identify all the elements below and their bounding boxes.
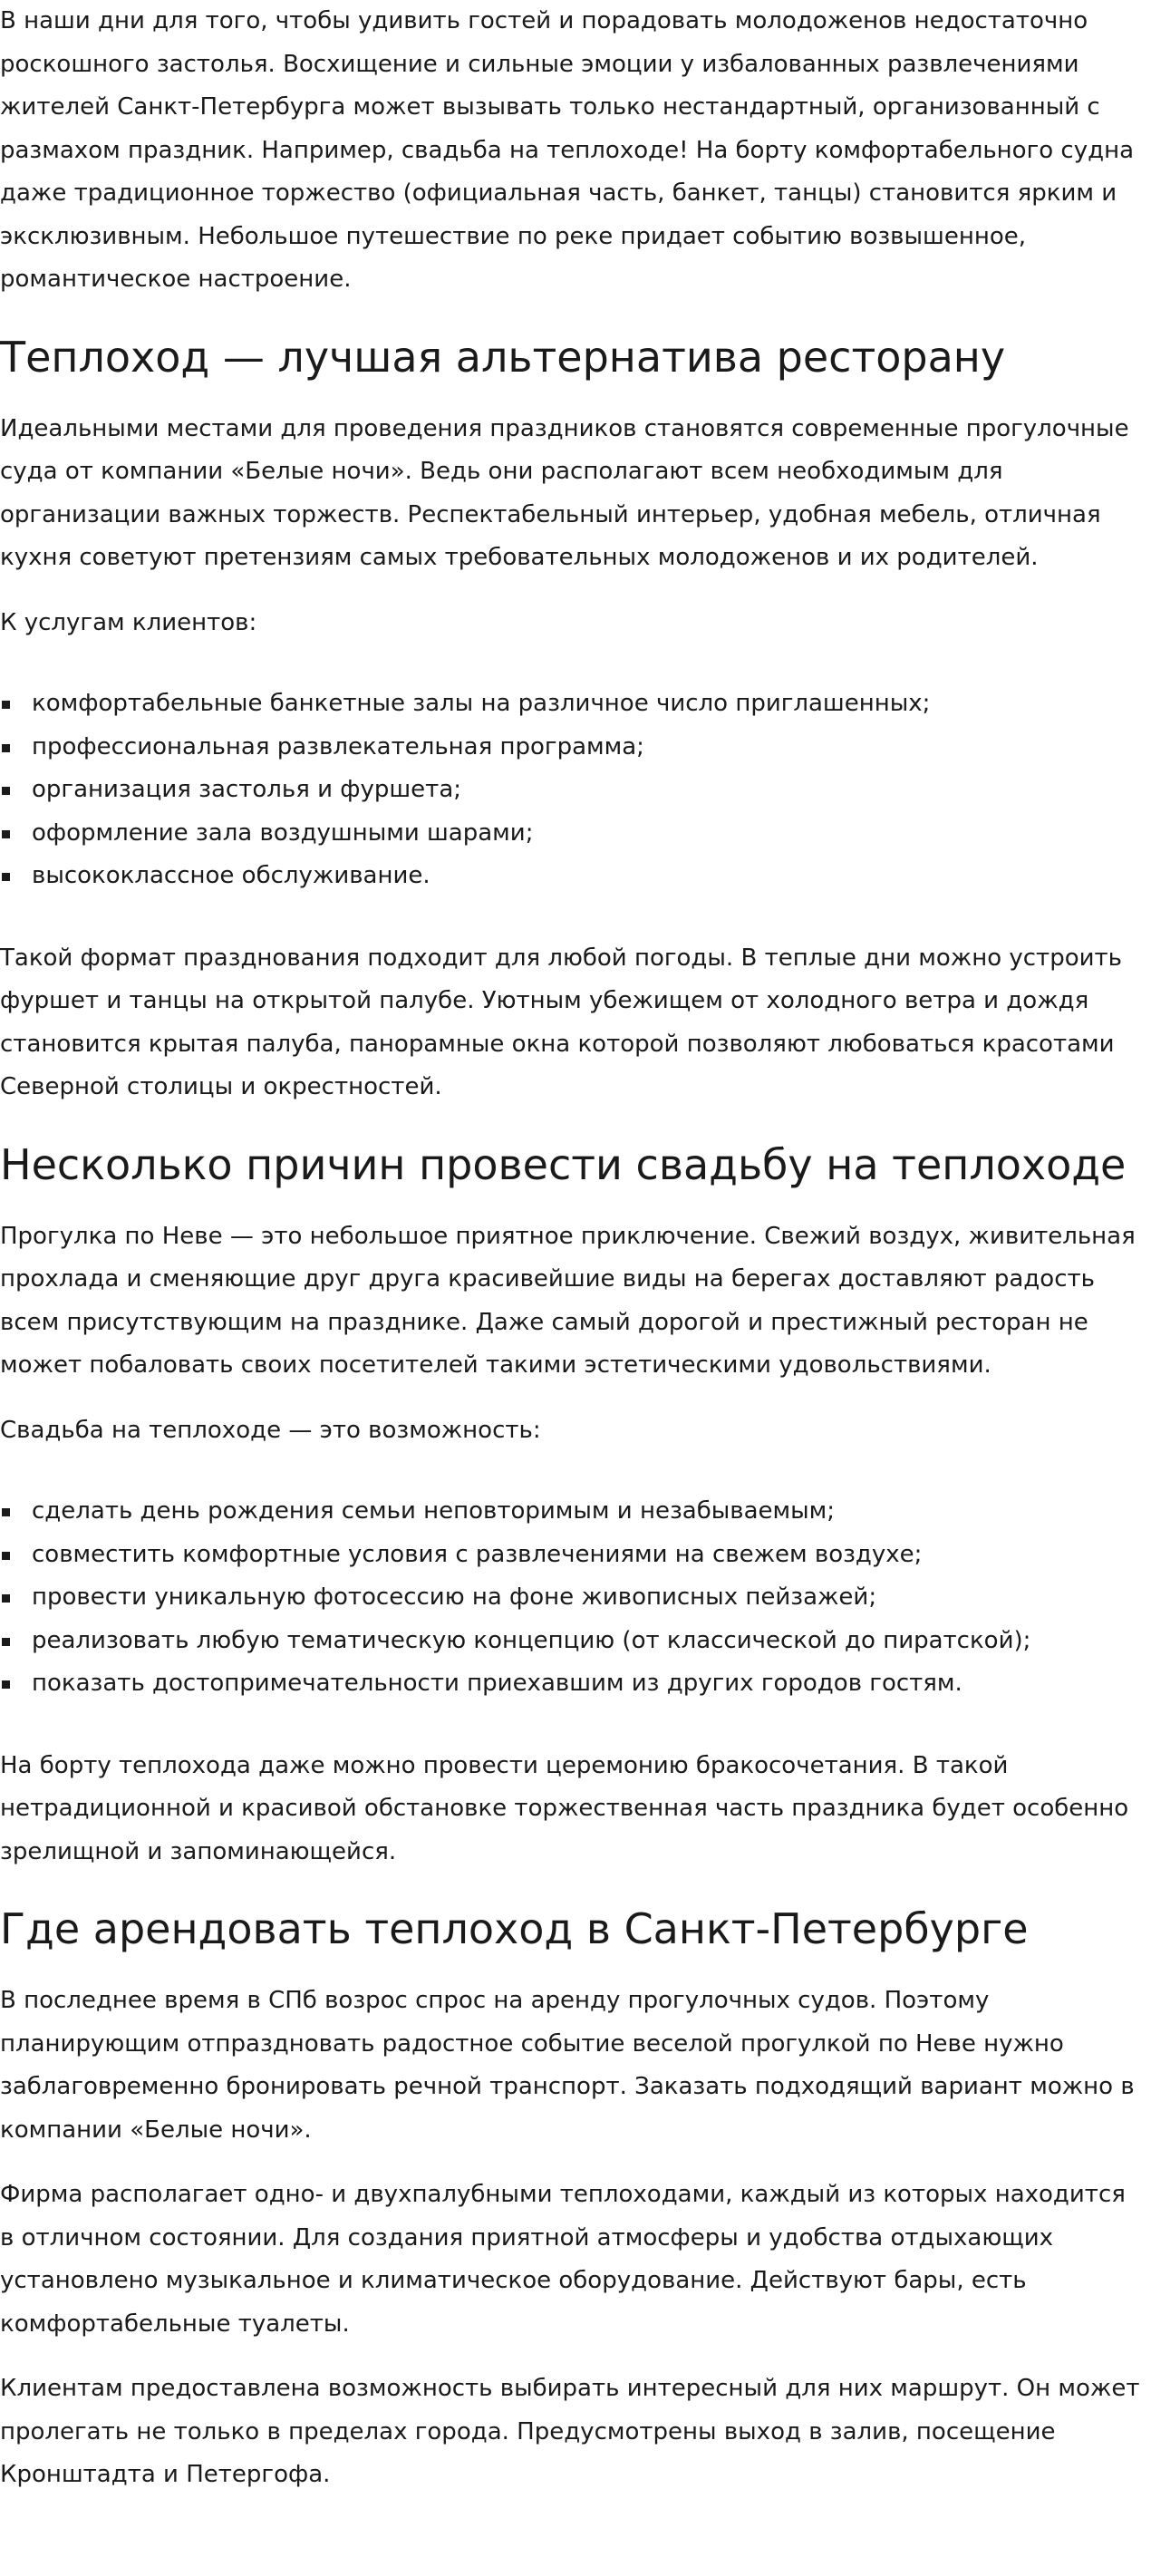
list-item-text: комфортабельные банкетные залы на различное число приглашенных; xyxy=(32,690,931,717)
section-heading-reasons: Несколько причин провести свадьбу на теплоходе xyxy=(0,1139,1127,1189)
list-item-text: реализовать любую тематическую концепцию (от классической до пиратской); xyxy=(32,1626,1031,1654)
list-item xyxy=(0,855,1144,898)
bullet-square-icon xyxy=(2,1552,10,1560)
list-item xyxy=(0,769,1144,812)
list-item xyxy=(0,1576,1144,1620)
bullet-square-icon xyxy=(2,873,10,881)
list-item-text: профессиональная развлекательная программа; xyxy=(32,732,644,760)
list-item-text: сделать день рождения семьи неповторимым и незабываемым; xyxy=(32,1497,836,1525)
list-item xyxy=(0,812,1144,856)
list-item-text: провести уникальную фотосессию на фоне живописных пейзажей; xyxy=(32,1583,877,1611)
bullet-square-icon xyxy=(2,701,10,709)
section-heading-where-to-rent: Где арендовать теплоход в Санкт-Петербурге xyxy=(0,1904,1029,1953)
section1-paragraph: Идеальными местами для проведения праздников становятся современные прогулочные суда от компании «Белые ночи». Ведь они располагают всем необходимым для организации важных торжеств. Респектабельный интерьер, удобная мебель, отличная кухня советуют претензиям самых требовательных молодоженов и их родителей. xyxy=(0,414,1129,571)
services-list xyxy=(0,683,1144,898)
section2-list-intro: Свадьба на теплоходе — это возможность: xyxy=(0,1416,541,1444)
list-item-text: высококлассное обслуживание. xyxy=(32,862,430,889)
section1-list-intro: К услугам клиентов: xyxy=(0,608,257,636)
section2-ceremony-paragraph: На борту теплохода даже можно провести церемонию бракосочетания. В такой нетрадиционной и красивой обстановке торжественная часть праздника будет особенно зрелищной и запоминающейся. xyxy=(0,1751,1129,1865)
list-item-text: организация застолья и фуршета; xyxy=(32,776,462,803)
list-item xyxy=(0,1490,1144,1534)
bullet-square-icon xyxy=(2,787,10,795)
bullet-square-icon xyxy=(2,1680,10,1689)
list-item xyxy=(0,683,1144,726)
section3-fleet-paragraph: Фирма располагает одно- и двухпалубными теплоходами, каждый из которых находится в отличном состоянии. Для создания приятной атмосферы и удобства отдыхающих установлено музыкальное и климатическое оборудование. Действуют бары, есть комфортабельные туалеты. xyxy=(0,2181,1126,2338)
bullet-square-icon xyxy=(2,744,10,752)
list-item-text: оформление зала воздушными шарами; xyxy=(32,818,534,847)
bullet-square-icon xyxy=(2,1594,10,1603)
list-item-text: показать достопримечательности приехавшим из других городов гостям. xyxy=(32,1670,962,1697)
section3-route-paragraph: Клиентам предоставлена возможность выбирать интересный для них маршрут. Он может пролегать не только в пределах города. Предусмотрены выход в залив, посещение Кронштадта и Петергофа. xyxy=(0,2375,1140,2488)
list-item xyxy=(0,1620,1144,1663)
list-item xyxy=(0,726,1144,770)
list-item xyxy=(0,1662,1144,1706)
opportunities-list xyxy=(0,1490,1144,1706)
section-heading-restaurant-alternative: Теплоход — лучшая альтернатива ресторану xyxy=(0,332,1006,382)
intro-paragraph: В наши дни для того, чтобы удивить гостей и порадовать молодоженов недостаточно роскошного застолья. Восхищение и сильные эмоции у избалованных развлечениями жителей Санкт-Петербурга может вызывать только нестандартный, организованный с размахом праздник. Например, свадьба на теплоходе! На борту комфортабельного судна даже традиционное торжество (официальная часть, банкет, танцы) становится ярким и эксклюзивным. Небольшое путешествие по реке придает событию возвышенное, романтическое настроение. xyxy=(0,7,1135,293)
list-item-text: совместить комфортные условия с развлечениями на свежем воздухе; xyxy=(32,1540,923,1568)
section3-demand-paragraph: В последнее время в СПб возрос спрос на аренду прогулочных судов. Поэтому планирующим отпраздновать радостное событие веселой прогулкой по Неве нужно заблаговременно бронировать речной транспорт. Заказать подходящий вариант можно в компании «Белые ночи». xyxy=(0,1987,1135,2144)
bullet-square-icon xyxy=(2,830,10,838)
section2-paragraph: Прогулка по Неве — это небольшое приятное приключение. Свежий воздух, живительная прохлада и сменяющие друг друга красивейшие виды на берегах доставляют радость всем присутствующим на празднике. Даже самый дорогой и престижный ресторан не может побаловать своих посетителей такими эстетическими удовольствиями. xyxy=(0,1222,1136,1379)
bullet-square-icon xyxy=(2,1638,10,1646)
list-item xyxy=(0,1534,1144,1577)
section1-weather-paragraph: Такой формат празднования подходит для любой погоды. В теплые дни можно устроить фуршет и танцы на открытой палубе. Уютным убежищем от холодного ветра и дождя становится крытая палуба, панорамные окна которой позволяют любоваться красотами Северной столицы и окрестностей. xyxy=(0,944,1122,1100)
bullet-square-icon xyxy=(2,1508,10,1516)
